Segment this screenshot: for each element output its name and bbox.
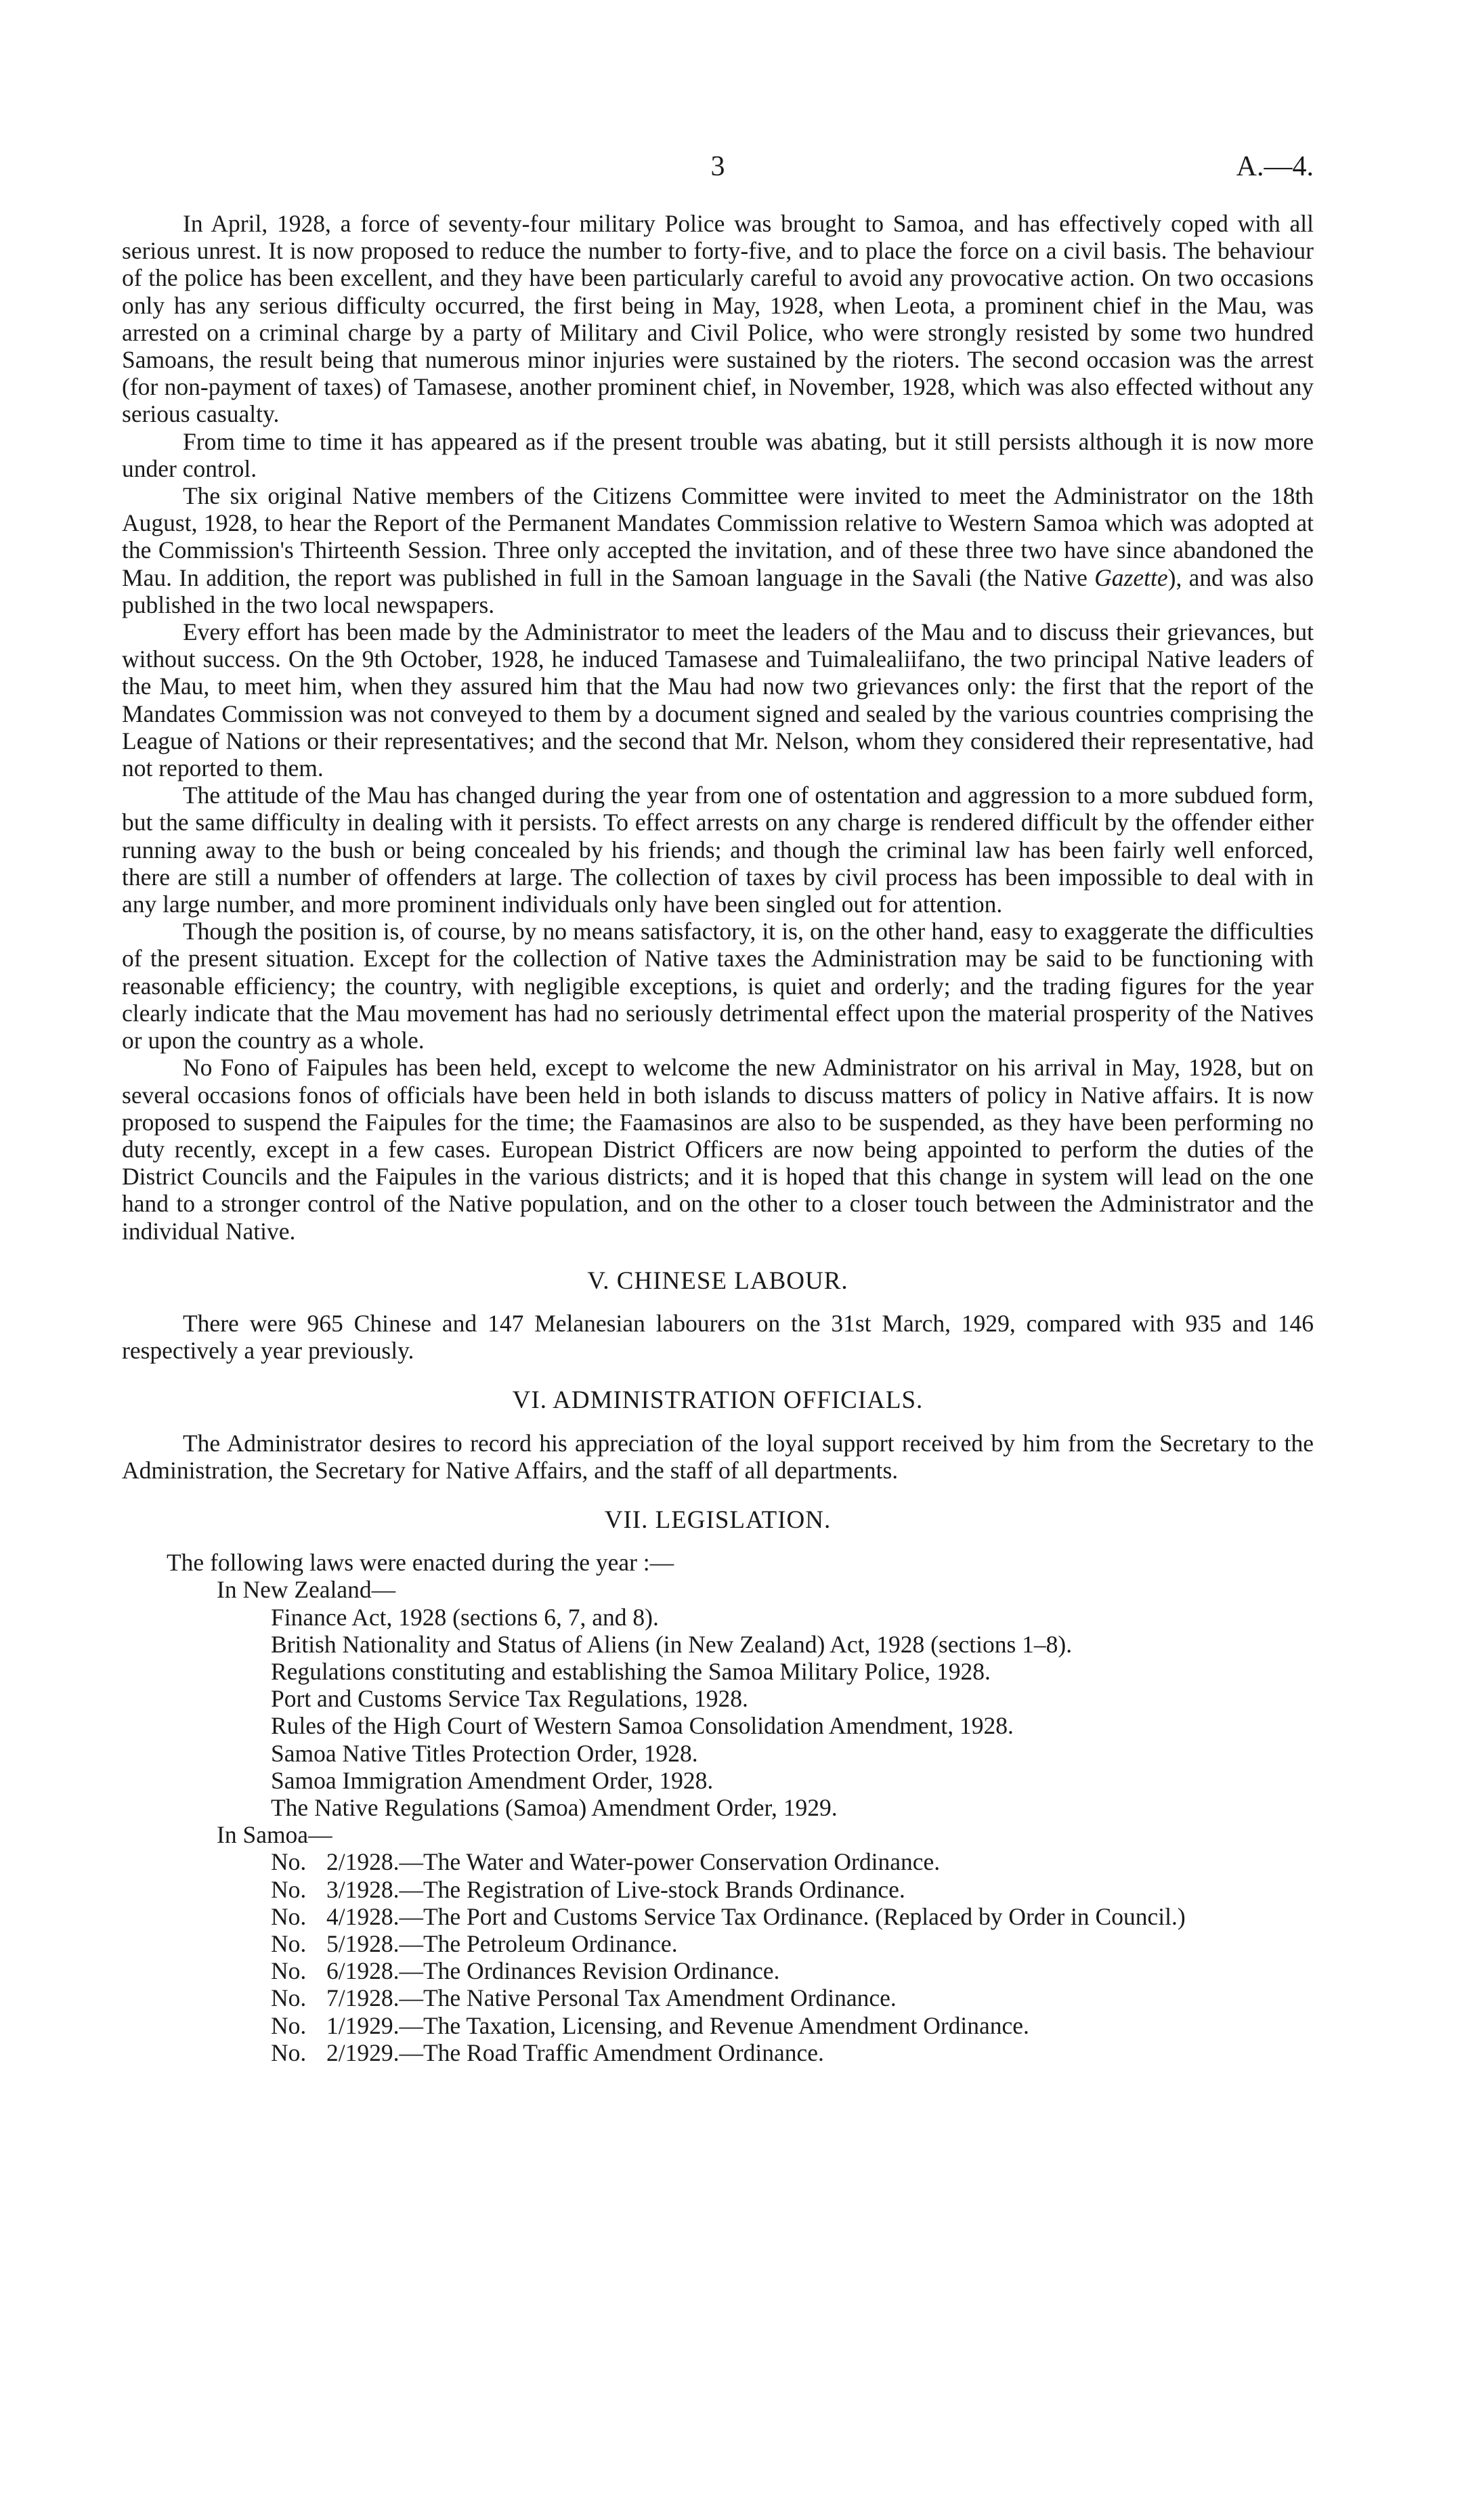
list-item: British Nationality and Status of Aliens (in New Zealand) Act, 1928 (sections 1–8). [271, 1630, 1073, 1658]
legislation-intro: The following laws were enacted during the year :— [167, 1549, 674, 1577]
list-item [271, 1848, 1314, 1875]
page-number: 3 [710, 151, 725, 182]
page-header [122, 150, 1314, 191]
list-item [271, 1930, 1314, 1957]
paragraph-position: Though the position is, of course, by no means satisfactory, it is, on the other hand, easy to exaggerate the difficulties of the present situation. Except for the collection of Native taxes the Administration may be said to be functioning with reasonable efficiency; the country, with negligible exceptions, is quiet and orderly; and the trading figures for the year clearly indicate that the Mau movement has had no seriously detrimental effect upon the material prosperity of the Natives or upon the country as a whole. [122, 918, 1314, 1054]
list-item [271, 1876, 1314, 1903]
ordinance-number-prefix: No. [271, 1875, 307, 1903]
samoa-ordinance-list [122, 1848, 1314, 2066]
paragraph-citizens-text-b: ), and was also published in the two local newspapers. [122, 563, 1314, 618]
list-item: Samoa Immigration Amendment Order, 1928. [271, 1766, 714, 1794]
ordinance-title: 1/1929.—The Taxation, Licensing, and Revenue Amendment Ordinance. [326, 2011, 1029, 2039]
list-item [271, 1903, 1314, 1930]
paragraph-citizens-text-a: The six original Native members of the Citizens Committee were invited to meet the Administrator on the 18th August, 1928, to hear the Report of the Permanent Mandates Commission relative to Western Samoa which was adopted at the Commission's Thirteenth Session. Three only accepted the invitation, and of these three two have since abandoned the Mau. In addition, the report was published in full in the Samoan language in the Savali (the Native [122, 482, 1314, 591]
ordinance-title: 7/1928.—The Native Personal Tax Amendment Ordinance. [326, 1984, 897, 2012]
heading-legislation: VII. LEGISLATION. [604, 1505, 832, 1534]
ordinance-title: 6/1928.—The Ordinances Revision Ordinance. [326, 1957, 780, 1985]
page-body [122, 210, 1314, 2066]
ordinance-number-prefix: No. [271, 1957, 307, 1985]
ordinance-title: 2/1928.—The Water and Water-power Conservation Ordinance. [326, 1848, 941, 1876]
list-item [271, 2012, 1314, 2039]
ordinance-number-prefix: No. [271, 1848, 307, 1876]
heading-administration-officials: VI. ADMINISTRATION OFFICIALS. [512, 1386, 924, 1415]
list-item [271, 2039, 1314, 2066]
paragraph-fono-faipules: No Fono of Faipules has been held, except to welcome the new Administrator on his arrival in May, 1928, but on several occasions fonos of officials have been held in both islands to discuss matters of policy in Native affairs. It is now proposed to suspend the Faipules for the time; the Faamasinos are also to be suspended, as they have been performing no duty recently, except in a few cases. European District Officers are now being appointed to perform the duties of the District Councils and the Faipules in the various districts; and it is hoped that this change in system will lead on the one hand to a stronger control of the Native population, and on the other to a closer touch between the Administrator and the individual Native. [122, 1054, 1314, 1245]
list-item: Samoa Native Titles Protection Order, 1928. [271, 1739, 698, 1767]
ordinance-number-prefix: No. [271, 1984, 307, 2012]
paragraph-administration-officials: The Administrator desires to record his appreciation of the loyal support received by him from the Secretary to the Administration, the Secretary for Native Affairs, and the staff of all departments. [122, 1429, 1314, 1484]
ordinance-title: 5/1928.—The Petroleum Ordinance. [326, 1929, 678, 1957]
paragraph-chinese-labour: There were 965 Chinese and 147 Melanesian labourers on the 31st March, 1929, compared with 935 and 146 respectively a year previously. [122, 1309, 1314, 1365]
paragraph-mau-attitude: The attitude of the Mau has changed during the year from one of ostentation and aggression to a more subdued form, but the same difficulty in dealing with it persists. To effect arrests on any charge is rendered difficult by the offender either running away to the bush or being concealed by his friends; and though the criminal law has been fairly well enforced, there are still a number of offenders at large. The collection of taxes by civil process has been impossible to deal with in any large number, and more prominent individuals only have been singled out for attention. [122, 782, 1314, 918]
ordinance-title: 2/1929.—The Road Traffic Amendment Ordinance. [326, 2038, 824, 2066]
list-item [271, 1984, 1314, 2011]
legislation-samoa-label: In Samoa— [217, 1821, 332, 1849]
ordinance-number-prefix: No. [271, 2011, 307, 2039]
paragraph-military-police: In April, 1928, a force of seventy-four military Police was brought to Samoa, and has effectively coped with all serious unrest. It is now proposed to reduce the number to forty-five, and to place the force on a civil basis. The behaviour of the police has been excellent, and they have been particularly careful to avoid any provocative action. On two occasions only has any serious difficulty occurred, the first being in May, 1928, when Leota, a prominent chief in the Mau, was arrested on a criminal charge by a party of Military and Civil Police, who were strongly resisted by some two hundred Samoans, the result being that numerous minor injuries were sustained by the rioters. The second occasion was the arrest (for non-payment of taxes) of Tamasese, another prominent chief, in November, 1928, which was also effected without any serious casualty. [122, 210, 1314, 428]
list-item: Regulations constituting and establishing the Samoa Military Police, 1928. [271, 1657, 991, 1685]
ordinance-title: 4/1928.—The Port and Customs Service Tax Ordinance. (Replaced by Order in Council.) [326, 1902, 1186, 1930]
ordinance-number-prefix: No. [271, 1902, 307, 1930]
paragraph-trouble-abating: From time to time it has appeared as if the present trouble was abating, but it still persists although it is now more under control. [122, 427, 1314, 482]
list-item: Rules of the High Court of Western Samoa Consolidation Amendment, 1928. [271, 1712, 1014, 1740]
list-item: Finance Act, 1928 (sections 6, 7, and 8). [271, 1603, 659, 1631]
ordinance-title: 3/1928.—The Registration of Live-stock Brands Ordinance. [326, 1875, 905, 1903]
document-reference: A.—4. [1236, 151, 1314, 182]
list-item: Port and Customs Service Tax Regulations, 1928. [271, 1685, 748, 1713]
ordinance-number-prefix: No. [271, 2038, 307, 2066]
legislation-nz-label: In New Zealand— [217, 1576, 396, 1604]
paragraph-citizens-committee [122, 482, 1314, 618]
ordinance-number-prefix: No. [271, 1929, 307, 1957]
paragraph-mau-leaders: Every effort has been made by the Administrator to meet the leaders of the Mau and to discuss their grievances, but without success. On the 9th October, 1928, he induced Tamasese and Tuimalealiifano, the two principal Native leaders of the Mau, to meet him, when they assured him that the Mau had now two grievances only: the first that the report of the Mandates Commission was not conveyed to them by a document signed and sealed by the various countries comprising the League of Nations or their representatives; and the second that Mr. Nelson, whom they considered their representative, had not reported to them. [122, 618, 1314, 782]
nz-law-list [122, 1604, 1314, 1822]
gazette-italic: Gazette [1094, 563, 1168, 591]
list-item: The Native Regulations (Samoa) Amendment Order, 1929. [271, 1793, 838, 1821]
heading-chinese-labour: V. CHINESE LABOUR. [587, 1266, 848, 1295]
list-item [271, 1957, 1314, 1984]
